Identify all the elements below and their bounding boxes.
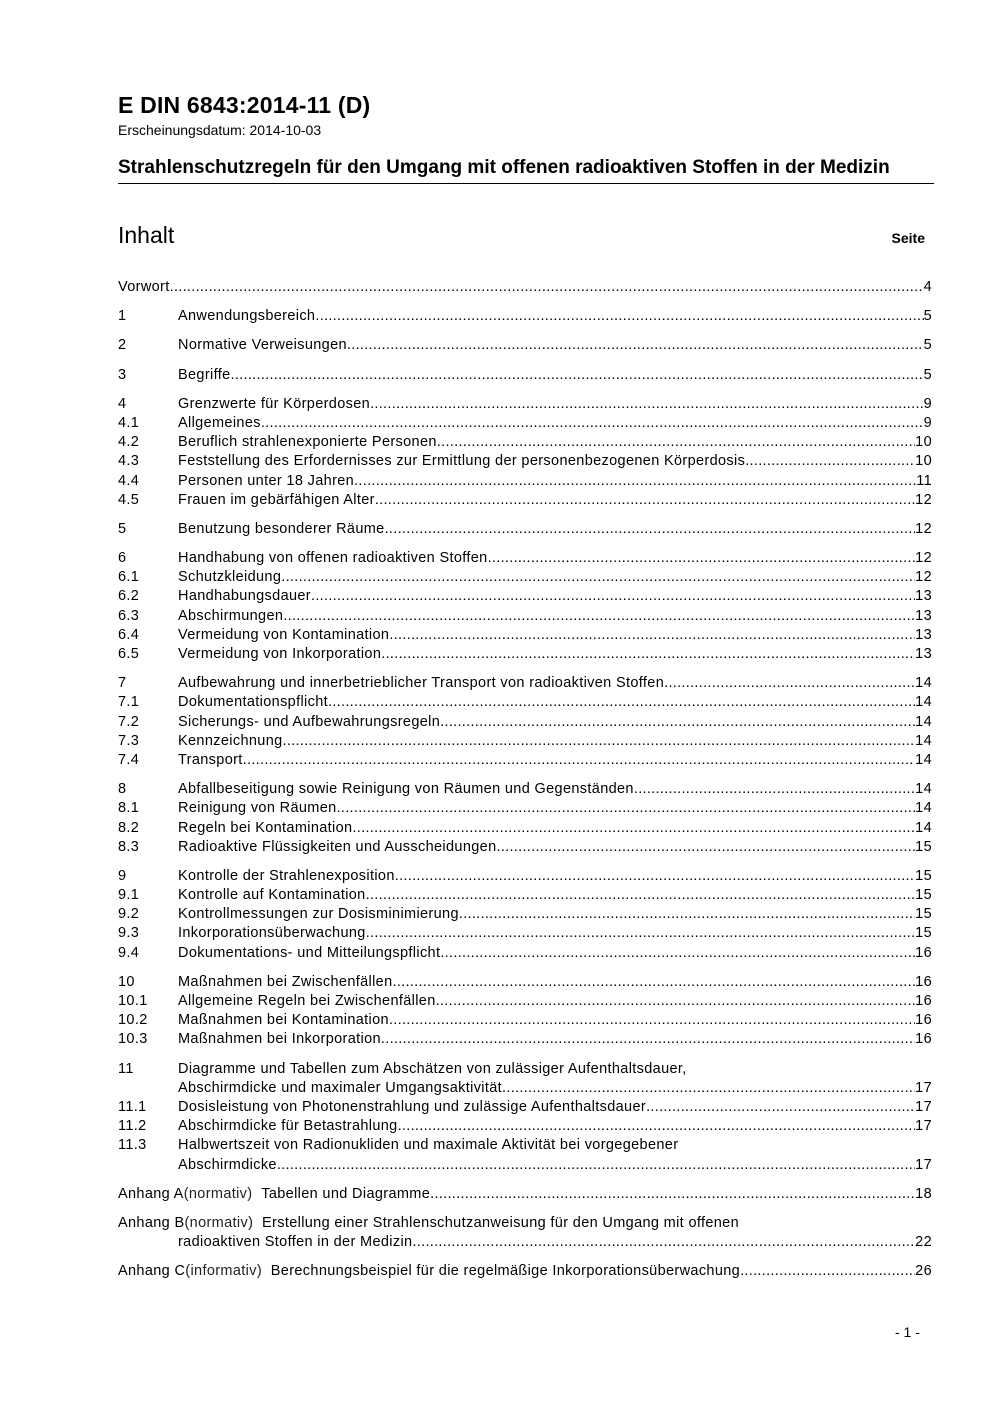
toc-entry-number: 10.3 bbox=[118, 1031, 148, 1048]
toc-entry[interactable] bbox=[118, 278, 932, 297]
leader-dots bbox=[459, 905, 915, 924]
toc-entry-number: 4.5 bbox=[118, 491, 140, 508]
toc-entry-number: 9.4 bbox=[118, 944, 140, 961]
toc-entry-page: 14 bbox=[915, 800, 932, 817]
leader-dots bbox=[740, 1262, 915, 1281]
toc-entry-number: 10.2 bbox=[118, 1012, 148, 1029]
toc-entry-number: 8.3 bbox=[118, 838, 140, 855]
leader-dots bbox=[395, 867, 915, 886]
toc-entry-page: 15 bbox=[915, 838, 932, 855]
toc-entry-title: Abschirmungen bbox=[178, 607, 284, 624]
toc-entry-number: 6 bbox=[118, 550, 127, 567]
leader-dots bbox=[430, 1185, 915, 1204]
toc-entry[interactable] bbox=[118, 867, 932, 886]
toc-entry-number: 9 bbox=[118, 867, 127, 884]
leader-dots bbox=[283, 607, 915, 626]
annex-label: Anhang C bbox=[118, 1263, 186, 1280]
toc-entry[interactable] bbox=[118, 472, 932, 491]
toc-entry-page: 13 bbox=[915, 626, 932, 643]
toc-annex-entry[interactable] bbox=[118, 1262, 932, 1281]
toc-entry[interactable] bbox=[118, 944, 932, 963]
publication-date: Erscheinungsdatum: 2014-10-03 bbox=[118, 122, 322, 138]
toc-entry[interactable] bbox=[118, 1060, 932, 1079]
leader-dots bbox=[440, 713, 915, 732]
toc-entry-number: 7.2 bbox=[118, 713, 140, 730]
toc-entry-title: Dokumentationspflicht bbox=[178, 694, 329, 711]
toc-entry[interactable] bbox=[118, 924, 932, 943]
toc-entry-title: Allgemeines bbox=[178, 414, 261, 431]
toc-entry-page: 9 bbox=[923, 414, 932, 431]
toc-entry-page: 12 bbox=[915, 550, 932, 567]
leader-dots bbox=[502, 1079, 915, 1098]
leader-dots bbox=[634, 780, 915, 799]
toc-entry-number: 9.3 bbox=[118, 925, 140, 942]
toc-entry-number: 4.2 bbox=[118, 434, 140, 451]
toc-entry-number: 6.2 bbox=[118, 588, 140, 605]
leader-dots bbox=[745, 452, 915, 471]
toc-entry-page: 5 bbox=[923, 337, 932, 354]
leader-dots bbox=[412, 1233, 915, 1252]
toc-entry-number: 1 bbox=[118, 308, 127, 325]
toc-entry-number: 4.4 bbox=[118, 472, 140, 489]
toc-entry-continuation[interactable] bbox=[118, 1079, 932, 1098]
toc-heading: Inhalt bbox=[118, 222, 175, 248]
toc-entry[interactable] bbox=[118, 780, 932, 799]
toc-entry[interactable] bbox=[118, 645, 932, 664]
toc-entry-page: 16 bbox=[915, 944, 932, 961]
toc-entry-title: Anwendungsbereich bbox=[178, 308, 316, 325]
toc-entry-page: 15 bbox=[915, 887, 932, 904]
toc-entry-page: 4 bbox=[923, 279, 932, 295]
leader-dots bbox=[381, 645, 915, 664]
toc-entry-title: Dosisleistung von Photonenstrahlung und zulässige Aufenthaltsdauer bbox=[178, 1098, 647, 1115]
leader-dots bbox=[389, 1011, 915, 1030]
leader-dots bbox=[375, 491, 915, 510]
leader-dots bbox=[243, 751, 915, 770]
toc-entry-page: 12 bbox=[915, 491, 932, 508]
toc-entry[interactable] bbox=[118, 751, 932, 770]
leader-dots bbox=[281, 568, 915, 587]
toc-entry-page: 16 bbox=[915, 993, 932, 1009]
leader-dots bbox=[283, 732, 916, 751]
toc-entry[interactable] bbox=[118, 395, 932, 414]
toc-entry-number: 4 bbox=[118, 395, 127, 412]
toc-entry-title: Aufbewahrung und innerbetrieblicher Transport von radioaktiven Stoffen bbox=[178, 675, 665, 692]
toc-entry-title: Kontrollmessungen zur Dosisminimierung bbox=[178, 906, 459, 923]
toc-entry-page: 14 bbox=[915, 751, 932, 768]
toc-entry-title: Frauen im gebärfähigen Alter bbox=[178, 491, 375, 508]
toc-entry-title: Maßnahmen bei Inkorporation bbox=[178, 1031, 381, 1048]
leader-dots bbox=[231, 366, 924, 385]
toc-entry-title: Maßnahmen bei Kontamination bbox=[178, 1012, 389, 1029]
toc-entry[interactable] bbox=[118, 549, 932, 568]
toc-entry[interactable] bbox=[118, 626, 932, 645]
toc-entry-page: 13 bbox=[915, 607, 932, 624]
toc-entry-number: 4.3 bbox=[118, 453, 140, 470]
annex-title: Berechnungsbeispiel für die regelmäßige Inkorporationsüberwachung bbox=[270, 1263, 741, 1280]
toc-entry-page: 22 bbox=[915, 1234, 932, 1251]
toc-entry[interactable] bbox=[118, 1117, 932, 1136]
toc-entry-title: Inkorporationsüberwachung bbox=[178, 925, 366, 942]
toc-entry[interactable] bbox=[118, 799, 932, 818]
toc-entry-title: Grenzwerte für Körperdosen bbox=[178, 395, 371, 412]
toc-entry-page: 16 bbox=[915, 1012, 932, 1029]
leader-dots bbox=[381, 1030, 915, 1049]
toc-entry-title: Vermeidung von Inkorporation bbox=[178, 646, 382, 662]
toc-entry-page: 5 bbox=[923, 366, 932, 383]
toc-entry-number: 9.1 bbox=[118, 887, 140, 904]
leader-dots bbox=[370, 395, 924, 414]
toc-entry-page: 13 bbox=[915, 646, 932, 662]
toc-annex-entry[interactable] bbox=[118, 1185, 932, 1204]
toc-entry-title: Abschirmdicke für Betastrahlung bbox=[178, 1118, 398, 1135]
toc-entry-number: 5 bbox=[118, 520, 127, 537]
leader-dots bbox=[354, 472, 916, 491]
leader-dots bbox=[440, 944, 915, 963]
toc-annex-entry[interactable] bbox=[118, 1214, 932, 1233]
toc-entry-page: 17 bbox=[915, 1156, 932, 1173]
toc-entry-title: Reinigung von Räumen bbox=[178, 800, 337, 817]
toc-entry[interactable] bbox=[118, 1030, 932, 1049]
toc-entry-title: Handhabungsdauer bbox=[178, 588, 311, 605]
toc-entry[interactable] bbox=[118, 1098, 932, 1117]
toc-entry-page: 12 bbox=[915, 520, 932, 537]
toc-entry-page: 15 bbox=[915, 906, 932, 923]
toc-entry[interactable] bbox=[118, 433, 932, 452]
toc-entry-title: Handhabung von offenen radioaktiven Stoffen bbox=[178, 550, 488, 567]
toc-entry[interactable] bbox=[118, 819, 932, 838]
toc-entry-number: 6.3 bbox=[118, 607, 140, 624]
toc-entry[interactable] bbox=[118, 491, 932, 510]
toc-entry[interactable] bbox=[118, 693, 932, 712]
toc-entry-page: 12 bbox=[915, 569, 932, 586]
toc-entry-continuation[interactable] bbox=[118, 1233, 932, 1252]
leader-dots bbox=[366, 924, 915, 943]
leader-dots bbox=[437, 433, 915, 452]
toc-entry-page: 10 bbox=[915, 453, 932, 470]
toc-entry-page: 14 bbox=[915, 713, 932, 730]
toc-entry-page: 16 bbox=[915, 1031, 932, 1048]
toc-entry[interactable] bbox=[118, 607, 932, 626]
leader-dots bbox=[496, 838, 915, 857]
toc-entry-number: 4.1 bbox=[118, 414, 140, 431]
toc-entry-number: 10.1 bbox=[118, 993, 148, 1009]
annex-title: Erstellung einer Strahlenschutzanweisung für den Umgang mit offenen bbox=[262, 1214, 740, 1231]
toc-entry-number: 7.3 bbox=[118, 732, 140, 749]
toc-entry-number: 9.2 bbox=[118, 906, 140, 923]
toc-entry-page: 15 bbox=[915, 925, 932, 942]
leader-dots bbox=[366, 886, 916, 905]
toc-entry-title-line2: Abschirmdicke und maximaler Umgangsaktivität bbox=[178, 1079, 503, 1096]
toc-entry-number: 8.2 bbox=[118, 819, 140, 836]
toc-entry-title: Abfallbeseitigung sowie Reinigung von Räumen und Gegenständen bbox=[178, 781, 634, 798]
toc-entry-title: Maßnahmen bei Zwischenfällen bbox=[178, 973, 393, 990]
toc-entry-page: 9 bbox=[923, 395, 932, 412]
toc-entry[interactable] bbox=[118, 713, 932, 732]
leader-dots bbox=[261, 414, 924, 433]
toc-entry-page: 15 bbox=[915, 867, 932, 884]
toc-page-column-label: Seite bbox=[891, 230, 925, 246]
toc-entry-number: 3 bbox=[118, 366, 127, 383]
toc-entry-number: 7.1 bbox=[118, 694, 140, 711]
toc-entry-number: 11.2 bbox=[118, 1118, 147, 1135]
toc-entry-page: 18 bbox=[915, 1185, 932, 1202]
page-number: - 1 - bbox=[895, 1324, 920, 1340]
annex-title: Tabellen und Diagramme bbox=[261, 1185, 431, 1202]
toc-entry[interactable] bbox=[118, 414, 932, 433]
document-id: E DIN 6843:2014-11 (D) bbox=[118, 92, 371, 118]
leader-dots bbox=[389, 626, 915, 645]
toc-entry[interactable] bbox=[118, 1136, 932, 1155]
toc-entry-number: 11.1 bbox=[118, 1098, 147, 1115]
leader-dots bbox=[328, 693, 915, 712]
toc-entry[interactable] bbox=[118, 587, 932, 606]
toc-entry-number: 10 bbox=[118, 973, 135, 990]
toc-entry-page: 13 bbox=[915, 588, 932, 605]
table-of-contents bbox=[118, 278, 932, 1281]
toc-entry-number: 8.1 bbox=[118, 800, 140, 817]
toc-entry-title: Kontrolle auf Kontamination bbox=[178, 887, 366, 904]
toc-entry[interactable] bbox=[118, 973, 932, 992]
toc-entry-page: 11 bbox=[916, 472, 932, 489]
toc-entry-number: 11 bbox=[118, 1060, 134, 1077]
toc-entry-title: Benutzung besonderer Räume bbox=[178, 520, 385, 537]
toc-entry-number: 7.4 bbox=[118, 751, 140, 768]
leader-dots bbox=[347, 336, 924, 355]
toc-entry-page: 16 bbox=[915, 973, 932, 990]
toc-entry-title: Kennzeichnung bbox=[178, 732, 283, 749]
toc-entry[interactable] bbox=[118, 838, 932, 857]
leader-dots bbox=[337, 799, 916, 818]
annex-kind: (normativ) bbox=[184, 1214, 254, 1231]
toc-entry-title: Begriffe bbox=[178, 366, 231, 383]
toc-entry[interactable] bbox=[118, 732, 932, 751]
toc-entry[interactable] bbox=[118, 905, 932, 924]
toc-entry-page: 14 bbox=[915, 781, 932, 798]
leader-dots bbox=[398, 1117, 916, 1136]
toc-entry-page: 14 bbox=[915, 732, 932, 749]
toc-entry-title: Schutzkleidung bbox=[178, 569, 282, 586]
toc-entry-page: 26 bbox=[915, 1263, 932, 1280]
toc-entry[interactable] bbox=[118, 992, 932, 1011]
toc-entry-page: 10 bbox=[915, 434, 932, 451]
toc-entry-title: Regeln bei Kontamination bbox=[178, 819, 353, 836]
toc-entry-number: 6.1 bbox=[118, 569, 140, 586]
toc-entry[interactable] bbox=[118, 307, 932, 326]
toc-entry-title: Beruflich strahlenexponierte Personen bbox=[178, 434, 437, 451]
toc-entry-title: Vermeidung von Kontamination bbox=[178, 626, 390, 643]
toc-entry-title: Feststellung des Erfordernisses zur Ermittlung der personenbezogenen Körperdosis bbox=[178, 453, 746, 470]
leader-dots bbox=[436, 992, 916, 1011]
annex-kind: (normativ) bbox=[183, 1185, 253, 1202]
leader-dots bbox=[393, 973, 916, 992]
toc-entry-page: 14 bbox=[915, 675, 932, 692]
toc-entry-continuation[interactable] bbox=[118, 1156, 932, 1175]
toc-entry-title: Normative Verweisungen bbox=[178, 337, 347, 354]
leader-dots bbox=[646, 1098, 915, 1117]
leader-dots bbox=[277, 1156, 915, 1175]
toc-entry-title: Dokumentations- und Mitteilungspflicht bbox=[178, 944, 441, 961]
toc-entry-title: Allgemeine Regeln bei Zwischenfällen bbox=[178, 993, 436, 1009]
toc-entry-page: 17 bbox=[915, 1098, 932, 1115]
toc-entry-number: 6.5 bbox=[118, 646, 140, 662]
toc-entry-title: Personen unter 18 Jahren bbox=[178, 472, 355, 489]
toc-entry-page: 17 bbox=[915, 1118, 932, 1135]
toc-entry-title: Sicherungs- und Aufbewahrungsregeln bbox=[178, 713, 441, 730]
leader-dots bbox=[315, 307, 923, 326]
toc-entry[interactable] bbox=[118, 366, 932, 385]
toc-entry[interactable] bbox=[118, 520, 932, 539]
leader-dots bbox=[170, 278, 924, 297]
annex-kind: (informativ) bbox=[185, 1263, 263, 1280]
toc-entry-page: 5 bbox=[923, 308, 932, 325]
toc-entry-title: Kontrolle der Strahlenexposition bbox=[178, 867, 395, 884]
toc-entry-title: Radioaktive Flüssigkeiten und Ausscheidungen bbox=[178, 838, 497, 855]
toc-entry-title-line1: Halbwertszeit von Radionukliden und maximale Aktivität bei vorgegebener bbox=[178, 1137, 679, 1154]
toc-entry-title: Vorwort bbox=[118, 279, 170, 295]
toc-entry-number: 7 bbox=[118, 675, 127, 692]
toc-entry[interactable] bbox=[118, 674, 932, 693]
toc-entry[interactable] bbox=[118, 568, 932, 587]
toc-entry-number: 8 bbox=[118, 781, 127, 798]
toc-entry-number: 2 bbox=[118, 337, 127, 354]
leader-dots bbox=[352, 819, 915, 838]
toc-entry-title: Transport bbox=[178, 751, 243, 768]
toc-entry-page: 14 bbox=[915, 694, 932, 711]
toc-entry-page: 14 bbox=[915, 819, 932, 836]
document-title: Strahlenschutzregeln für den Umgang mit offenen radioaktiven Stoffen in der Medizin bbox=[118, 157, 934, 184]
toc-entry-number: 6.4 bbox=[118, 626, 140, 643]
annex-label: Anhang B bbox=[118, 1214, 185, 1231]
leader-dots bbox=[488, 549, 916, 568]
leader-dots bbox=[664, 674, 915, 693]
toc-entry-title-line2: Abschirmdicke bbox=[178, 1156, 277, 1173]
annex-label: Anhang A bbox=[118, 1185, 184, 1202]
toc-entry[interactable] bbox=[118, 886, 932, 905]
leader-dots bbox=[311, 587, 915, 606]
toc-entry-number: 11.3 bbox=[118, 1137, 147, 1154]
leader-dots bbox=[385, 520, 916, 539]
toc-entry-page: 17 bbox=[915, 1079, 932, 1096]
toc-entry[interactable] bbox=[118, 452, 932, 471]
toc-entry[interactable] bbox=[118, 1011, 932, 1030]
annex-title-line2: radioaktiven Stoffen in der Medizin bbox=[178, 1234, 413, 1251]
toc-entry-title-line1: Diagramme und Tabellen zum Abschätzen von zulässiger Aufenthaltsdauer, bbox=[178, 1060, 687, 1077]
toc-entry[interactable] bbox=[118, 336, 932, 355]
